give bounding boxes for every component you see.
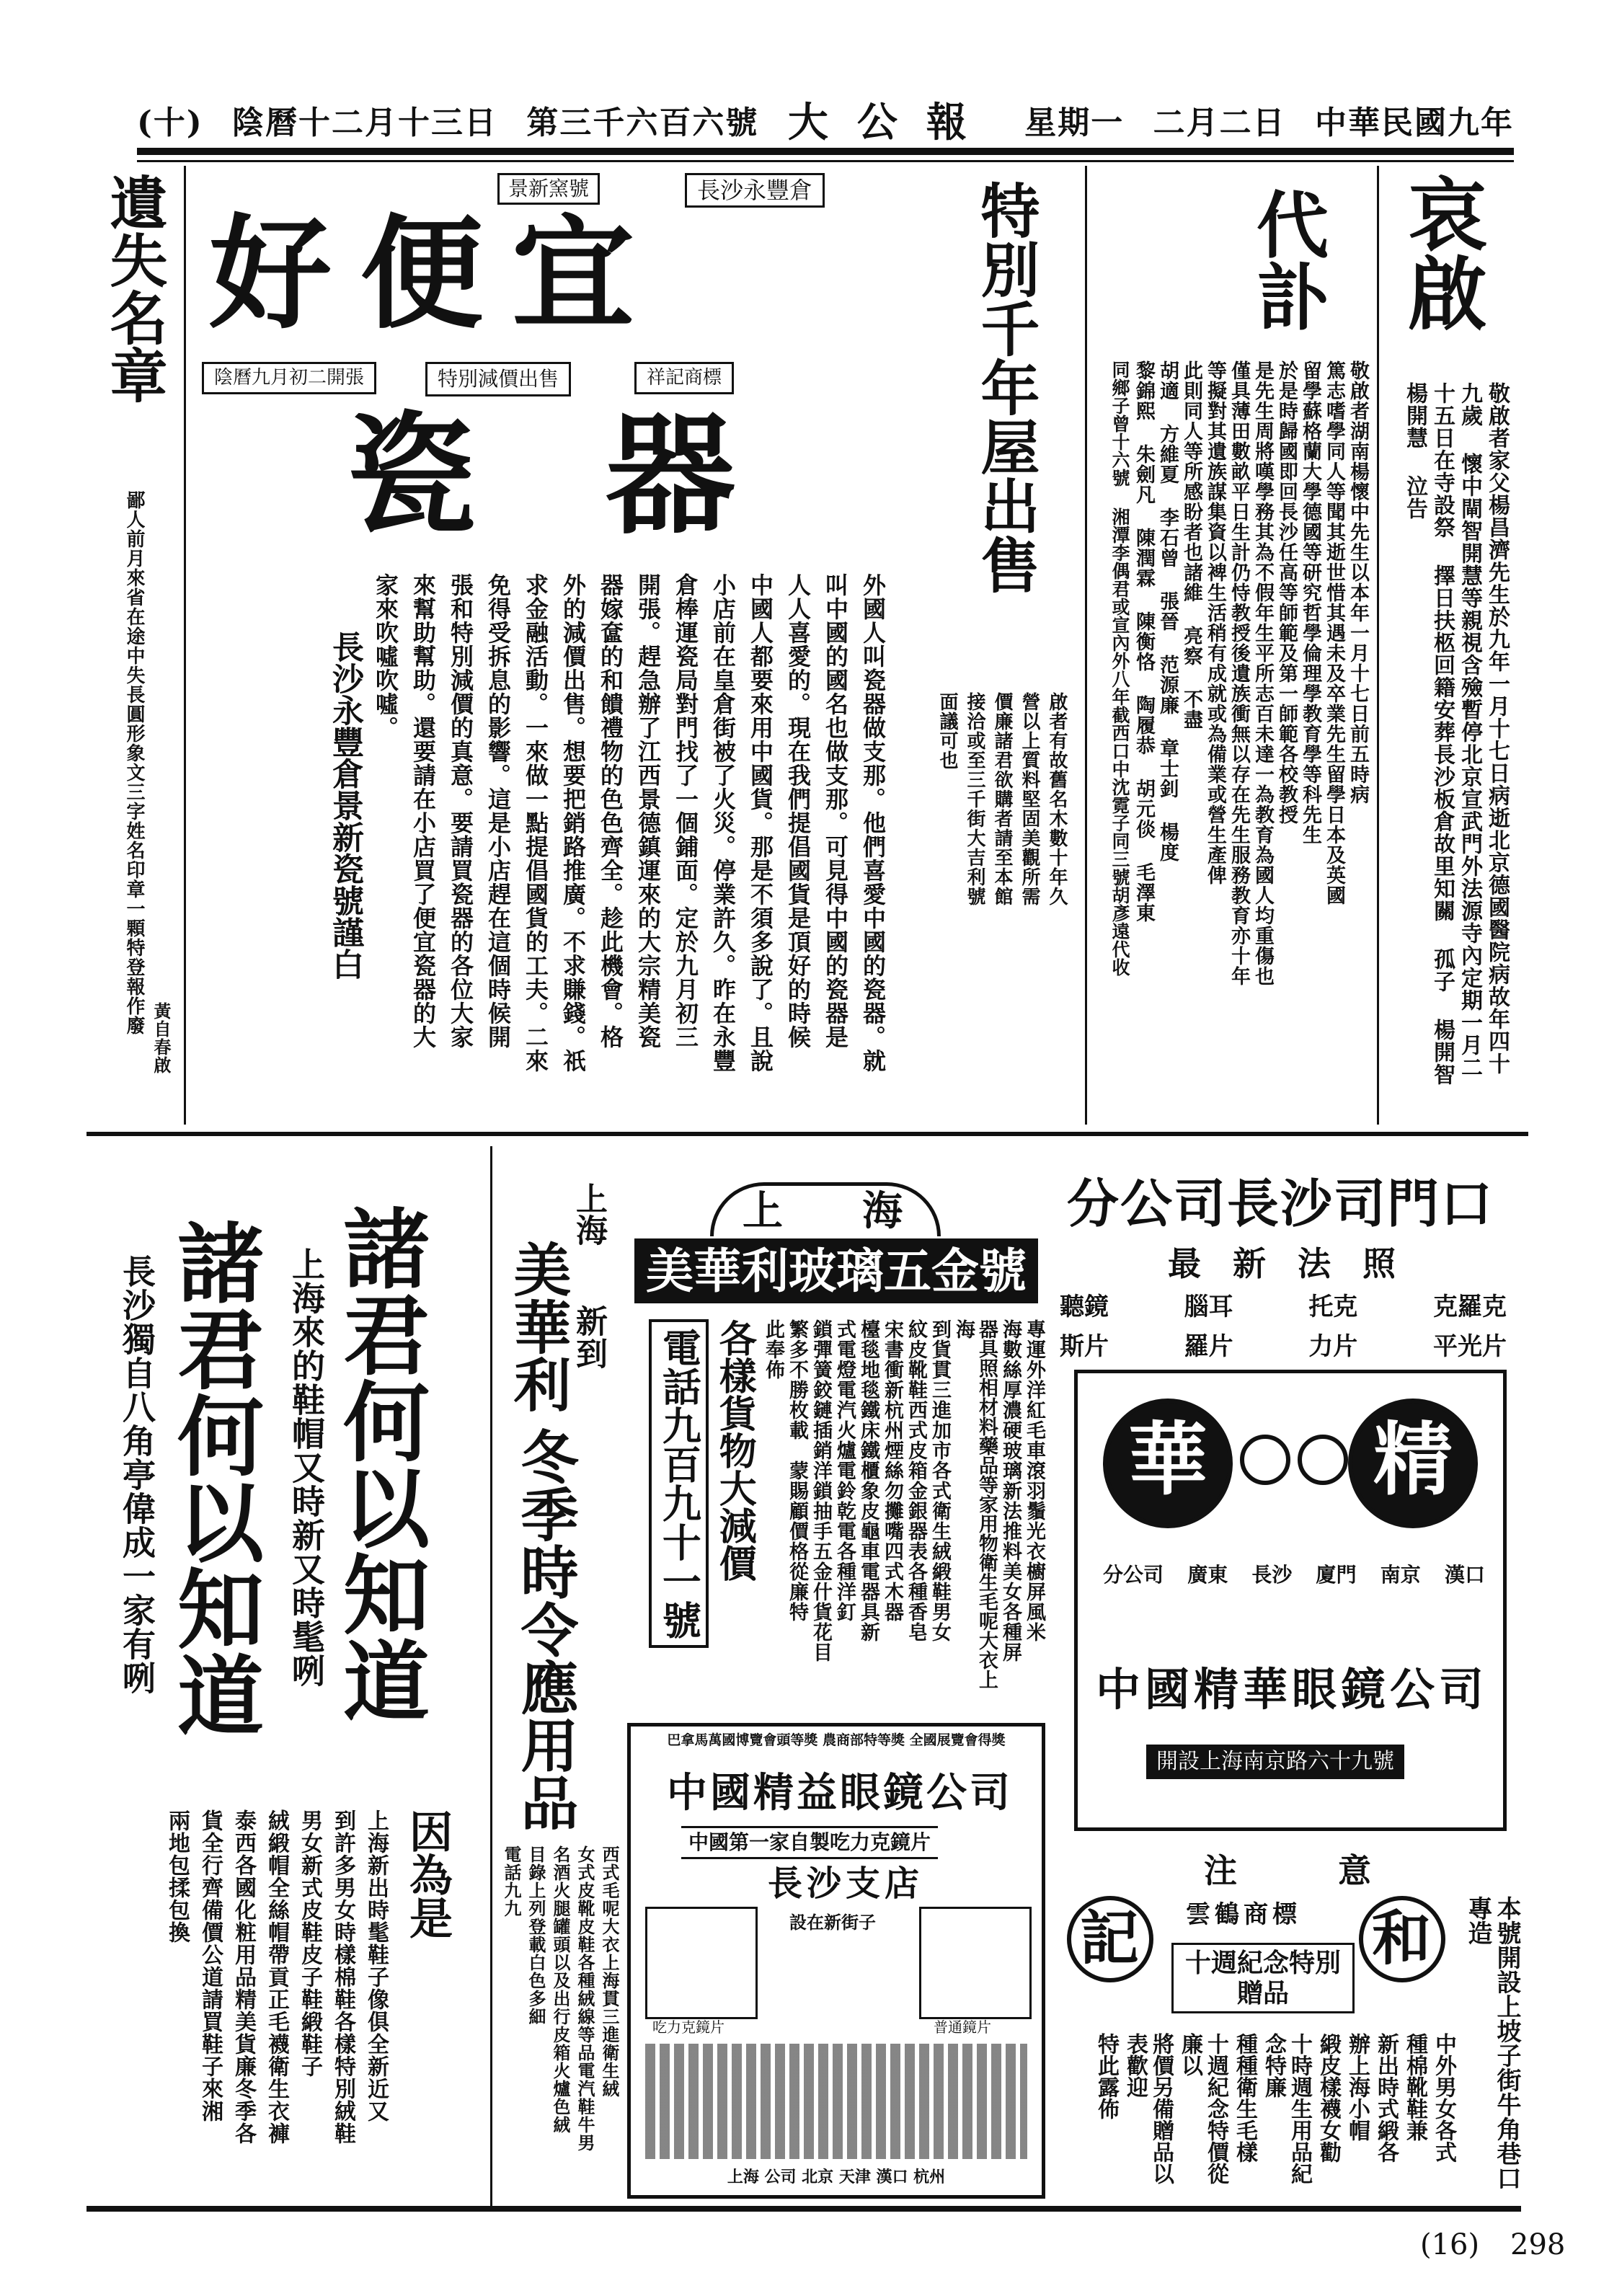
jingyi-fineprint [645, 2044, 1027, 2159]
porcelain-banner-left: 陰曆九月初二開張 [202, 362, 376, 394]
house-sale-notice [901, 173, 1081, 1103]
porcelain-body-line: 張和特別減價的真意。要請買瓷器的各位大家 [447, 573, 474, 1049]
porcelain-ad [187, 173, 894, 1110]
lost-seal-title: 遺失名章 [100, 173, 168, 404]
shoes-reason-title: 因為是 [402, 1809, 453, 1939]
masthead-date-republic: 中華民國九年 [1314, 104, 1514, 141]
masthead-lunar-date: 陰曆十二月十三日 [232, 104, 498, 141]
optical-city: 漢口 [1444, 1563, 1485, 1587]
optical-items-row2 [1060, 1334, 1507, 1360]
optical-bottom-banner: 中國精華眼鏡公司 [1096, 1663, 1489, 1716]
eyeglass-icon [1298, 1435, 1348, 1485]
death-notice-title: 代訃 [1244, 187, 1329, 332]
jingyi-left-caption: 吃力克鏡片 [652, 2018, 724, 2036]
optical-char-hua: 華 [1128, 1413, 1207, 1506]
meihuali-body-line: 西式毛呢大衣上海貫三進衛生絨 [599, 1845, 620, 2098]
optical-item: 羅片 [1184, 1332, 1233, 1361]
meihuali-glass-line: 繁多不勝枚載 蒙賜顧價格從廉特 [786, 1319, 808, 1622]
porcelain-body-line: 外的減價出售。想要把銷路推廣。不求賺錢。祇 [559, 573, 587, 1073]
jingyi-ad [627, 1723, 1045, 2199]
death-notice-signers: 胡適 方維夏 李石曾 張晉 范源廉 章士釗 楊度 [1156, 360, 1179, 862]
optical-items-row1 [1060, 1294, 1507, 1321]
masthead-page-mark: (十) [137, 104, 203, 141]
column-divider [490, 1146, 492, 2206]
porcelain-signature: 長沙永豐倉景新瓷號謹白 [327, 631, 363, 980]
porcelain-banner-brand: 祥記商標 [634, 362, 734, 394]
optical-item: 聽鏡 [1060, 1293, 1109, 1321]
heji-item: 十週紀念特價從廉以 [1177, 2033, 1228, 2184]
meihuali-glass-body [762, 1319, 1045, 1701]
heji-char-he: 和 [1372, 1904, 1432, 1973]
death-notice-line: 等擬對其遺族謀集資以裨生活稍有成就或為備業或營生產俾 [1204, 360, 1226, 885]
masthead [137, 101, 1514, 146]
optical-address: 開設上海南京路六十九號 [1146, 1745, 1404, 1779]
meihuali-body-line: 女式皮靴皮鞋各種絨線等品電汽鞋牛男 [575, 1845, 595, 2152]
heji-item: 種種衛生毛樣 [1232, 2033, 1257, 2163]
house-sale-body: 啟者有故舊名木數十年久營以上質料堅固美觀所需價廉諸君欲購者請至本館接洽或至三千街大吉利號面議可也 [936, 692, 1068, 906]
masthead-date-month: 二月二日 [1153, 104, 1286, 141]
meihuali-glass-banner: 美華利玻璃五金號 [634, 1238, 1038, 1303]
masthead-rule [137, 148, 1514, 155]
heji-item: 中外男女各式 [1431, 2033, 1456, 2163]
shoes-reason-line: 兩地包揉包換 [164, 1809, 190, 1943]
optical-branch-label: 分公司 [1103, 1563, 1164, 1587]
optical-sub: 最新法照 [1168, 1244, 1427, 1283]
optical-city: 廈門 [1316, 1563, 1357, 1587]
meihuali-headline: 冬季時令應用品 [511, 1427, 579, 1831]
optical-city: 廣東 [1187, 1563, 1228, 1587]
heji-item: 辦上海小帽 [1344, 2033, 1370, 2141]
meihuali-glass-line: 海數絲厚濃硬玻璃新法推料美女各種屏 [999, 1319, 1021, 1662]
masthead-paper-name: 大公報 [787, 99, 996, 146]
meihuali-glass-line: 到貨貫三進加市各式衛生絨緞鞋男女 [929, 1319, 951, 1642]
shoes-reason-line: 泰西各國化粧用品精美貨廉冬季各 [231, 1809, 256, 2145]
heji-item: 種棉靴鞋兼 [1402, 2033, 1427, 2141]
porcelain-title-line1: 好便宜 [209, 202, 664, 346]
porcelain-body-line: 倉棒運瓷局對門找了一個鋪面。定於九月初三 [672, 573, 699, 1049]
heji-trademark: 雲鶴商標 [1186, 1900, 1301, 1929]
lost-seal-body: 鄙人前月來省在途中失長圓形象文三字姓名印章一顆特登報作廢 [123, 490, 145, 1035]
meihuali-glass-line: 鎖彈簧鉸鏈插銷洋鎖抽手五金什貨花目 [810, 1319, 832, 1662]
death-notice-line: 敬啟者湖南楊懷中先生以本年一月十七日前五時病 [1347, 360, 1369, 805]
meihuali-glass-line: 檯毯地毯鐵床鐵櫃象皮龜車電器具新 [857, 1319, 879, 1642]
optical-city: 長沙 [1251, 1563, 1293, 1587]
eyeglass-icon [1240, 1435, 1290, 1485]
face-illustration-right [919, 1907, 1032, 2019]
house-sale-title: 特別千年屋出售 [971, 180, 1040, 594]
meihuali-winter-ad [497, 1182, 620, 2191]
porcelain-body-line: 家來吹噓吹噓。 [372, 573, 399, 740]
obituary-body: 敬啟者家父楊昌濟先生於九年一月十七日病逝北京德國醫院病故年四十九歲 懷中閘智開慧等親視含殮暫停北京宣武門外法源寺內定期一月二十五日在寺設祭 擇日扶柩回籍安葬長沙板倉故里知關 孤子 楊開智 楊開慧 泣告 [1402, 382, 1510, 1086]
porcelain-body-line: 外國人叫瓷器做支那。他們喜愛中國的瓷器。就 [859, 573, 887, 1073]
jingyi-sub: 中國第一家自製吃力克鏡片 [681, 1826, 938, 1859]
jingyi-addr: 設在新街子 [789, 1912, 876, 1933]
optical-item: 平光片 [1432, 1332, 1507, 1361]
heji-item: 新出時式緞各 [1373, 2033, 1399, 2163]
heji-ad [1052, 1853, 1521, 2199]
heji-char-ji: 記 [1080, 1904, 1140, 1973]
death-notice-signers: 黎錦熙 朱劍凡 陳潤霖 陳衡恪 陶履恭 胡元倓 毛澤東 [1133, 360, 1155, 923]
heji-closing: 特此露佈 [1094, 2033, 1119, 2119]
bottom-rule [87, 2206, 1521, 2212]
porcelain-body-line: 小店前在皇倉街被了火災。停業許久。昨在永豐 [709, 573, 737, 1073]
section-rule [87, 1132, 1528, 1136]
meihuali-name: 美華利 [504, 1240, 572, 1413]
porcelain-banner-shop: 長沙永豐倉 [685, 173, 825, 208]
jingyi-top-small: 巴拿馬萬國博覽會頭等獎 農商部特等獎 全國展覽會得獎 [667, 1732, 1006, 1748]
optical-item: 斯片 [1060, 1332, 1109, 1361]
meihuali-body-line: 目錄上列登載白色多細 [526, 1845, 546, 2026]
heji-item: 十時週生用品紀念特廉 [1261, 2033, 1312, 2184]
heji-anniversary: 十週紀念特別贈品 [1171, 1943, 1355, 2013]
lost-seal-notice [87, 173, 180, 1103]
meihuali-glass-line: 紋皮靴鞋西式皮箱金銀器表各種香皂 [905, 1319, 927, 1642]
porcelain-body-line: 中國人都要來用中國貨。那是不須多說了。且說 [747, 573, 774, 1073]
heji-top: 注意 [1204, 1851, 1472, 1890]
meihuali-glass-line: 器具照相材料藥品等家用物衛生毛呢大衣上海 [952, 1319, 998, 1689]
meihuali-glass-phone: 電話九百九十一號 [649, 1319, 709, 1648]
porcelain-body-line: 開張。趕急辦了江西景德鎮運來的大宗精美瓷 [634, 573, 662, 1049]
shoes-reason-line: 上海新出時髦鞋子像俱全新近又 [363, 1809, 389, 2122]
meihuali-body-line: 名酒火腿罐頭以及出行皮箱火爐色絨 [550, 1845, 571, 2134]
porcelain-body-line: 叫中國的國名也做支那。可見得中國的瓷器是 [822, 573, 849, 1049]
footer-page-paren: (16) [1420, 2228, 1480, 2261]
optical-branch-ad [1060, 1161, 1521, 1845]
shoes-headline-1: 諸君何以知道 [329, 1204, 430, 1723]
porcelain-title-line2: 瓷器 [346, 399, 866, 551]
meihuali-glass-line: 此奉佈 [762, 1319, 784, 1380]
shoes-sub-1: 上海來的鞋帽又時新又時髦咧 [287, 1247, 326, 1688]
meihuali-arrived: 新到 [570, 1305, 607, 1370]
shoes-reason-line: 貨全行齊備價公道請買鞋子來湘 [198, 1809, 223, 2122]
shoes-reason-body [94, 1809, 389, 2191]
jingyi-branch: 長沙支店 [768, 1863, 924, 1904]
optical-item: 克羅克 [1432, 1293, 1507, 1321]
obituary-title: 哀啟 [1395, 173, 1488, 332]
heji-items [1060, 2033, 1456, 2199]
meihuali-glass-line: 宋書衝新杭州煙絲勿攤嘴四式木器 [881, 1319, 903, 1622]
optical-headline: 分公司長沙司門口 [1067, 1173, 1494, 1234]
shoes-reason-line: 到許多男女時樣棉鞋各樣特別絨鞋 [330, 1809, 355, 2145]
meihuali-glass-slogan: 各樣貨物大減價 [712, 1319, 757, 1582]
meihuali-body [497, 1845, 620, 2184]
death-notice-line: 篤志嗜學同人等聞其逝世惜其遇未及卒業先生留學日本及英國 [1323, 360, 1345, 905]
death-notice-line: 於是時歸國即回長沙任高等師範及第一師範各校教授 [1275, 360, 1298, 825]
porcelain-body-line: 免得受拆息的影響。這是小店趕在這個時候開 [484, 573, 512, 1049]
heji-item: 將價另備贈品以表歡迎 [1122, 2033, 1174, 2184]
heji-item: 緞皮樣襪女勸 [1316, 2033, 1341, 2163]
porcelain-body [327, 573, 887, 1107]
porcelain-body-line: 器嫁奩的和饋禮物的色色齊全。趁此機會。格 [597, 573, 624, 1049]
masthead-rule-thin [137, 160, 1514, 162]
obituary-notice [1384, 173, 1521, 1103]
meihuali-body-line: 電話九九 [501, 1845, 522, 1918]
lost-seal-signer: 黃自春啟 [151, 1002, 172, 1074]
column-divider [1085, 166, 1087, 1125]
masthead-weekday: 星期一 [1024, 104, 1125, 141]
shoes-ad [87, 1161, 490, 2206]
column-divider [1377, 166, 1379, 1125]
shoes-reason-line: 男女新式皮鞋皮子鞋緞鞋子 [297, 1809, 322, 2078]
meihuali-glass-line: 專運外洋紅毛車滾羽鬚光衣櫥屏風米 [1023, 1319, 1045, 1642]
death-notice [1096, 173, 1370, 1103]
shoes-sub-2: 長沙獨自八角亭偉成一家有咧 [118, 1254, 156, 1695]
death-notice-line: 僅具薄田數畝平日生計仍恃教授後遺族衝無以存在先生服務教育亦十年 [1228, 360, 1250, 986]
shoes-reason-line: 絨緞帽全絲帽帶貢正毛襪衛生衣褲 [264, 1809, 289, 2145]
porcelain-banner-sale: 特別減價出售 [425, 362, 571, 396]
column-divider [184, 166, 186, 1125]
optical-item: 力片 [1308, 1332, 1358, 1361]
shoes-headline-2: 諸君何以知道 [163, 1218, 265, 1737]
porcelain-banner-tag: 景新窯號 [497, 173, 600, 205]
meihuali-glass-arc-text: 上海 [743, 1187, 982, 1235]
death-notice-line: 是先生周將嘆學務其為不假年生平所志百未達一為教育為國人均重傷也 [1251, 360, 1274, 986]
porcelain-body-line: 求金融活動。一來做一點提倡國貨的工夫。二來 [522, 573, 549, 1073]
death-notice-line: 留學蘇格蘭大學德國等研究哲學倫理學教育學等科先生 [1299, 360, 1321, 845]
face-illustration-left [645, 1907, 758, 2019]
jingyi-footer: 上海 公司 北京 天津 漢口 杭州 [727, 2168, 946, 2186]
death-notice-line: 此則同人等所感盼者也諸維 亮察 不盡 [1180, 360, 1202, 730]
meihuali-place: 上海 [570, 1182, 607, 1246]
optical-item: 托克 [1308, 1293, 1358, 1321]
death-notice-line: 同鄉子曾十六號 湘潭李偶君或宣內外八年截西口中沈霓子同三號胡彥遠代收 [1109, 360, 1130, 976]
optical-char-jing: 精 [1373, 1413, 1453, 1506]
optical-item: 腦耳 [1184, 1293, 1233, 1321]
optical-cities [1103, 1564, 1485, 1587]
meihuali-glass-ad [627, 1182, 1045, 1708]
jingyi-company: 中國精益眼鏡公司 [667, 1769, 1013, 1817]
porcelain-body-line: 來幫助幫助。還要請在小店買了便宜瓷器的大 [409, 573, 437, 1049]
death-notice-body [1096, 360, 1370, 1099]
meihuali-glass-line: 式電燈電汽火爐電鈴乾電各種洋釘 [833, 1319, 856, 1622]
heji-right-col: 本號開設上坡子街牛角巷口專造 [1463, 1896, 1521, 2190]
masthead-issue-no: 第三千六百六號 [526, 104, 759, 141]
porcelain-body-line: 人人喜愛的。現在我們提倡國貨是頂好的時候 [784, 573, 812, 1049]
optical-city: 南京 [1380, 1563, 1421, 1587]
jingyi-right-caption: 普通鏡片 [934, 2018, 991, 2036]
footer-page-no: 298 [1510, 2228, 1566, 2261]
